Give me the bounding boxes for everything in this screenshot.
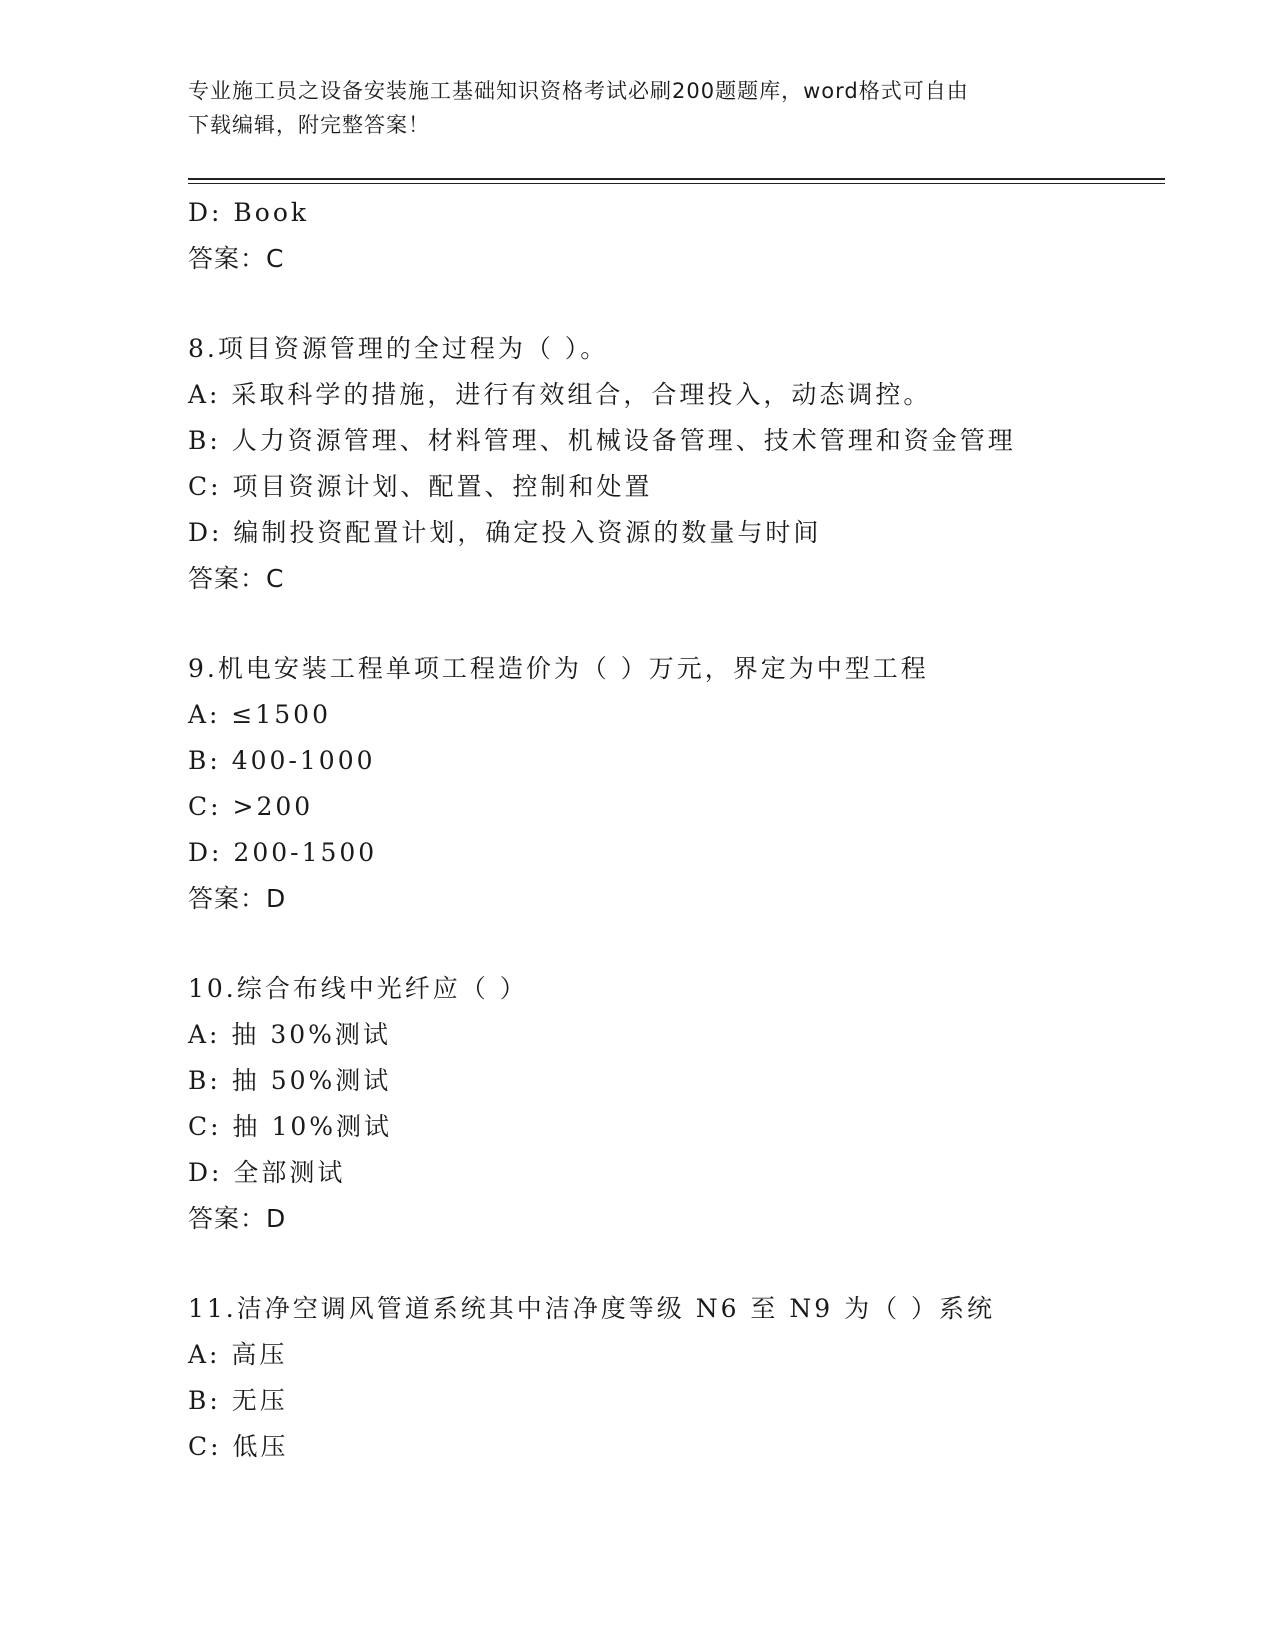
answer: 答案：D [188, 1204, 287, 1233]
question-stem: 9.机电安装工程单项工程造价为（ ）万元，界定为中型工程 [188, 654, 929, 683]
spacer [188, 282, 1165, 326]
option-c: C: 项目资源计划、配置、控制和处置 [188, 472, 653, 501]
answer: 答案：C [188, 244, 285, 273]
question-stem: 8.项目资源管理的全过程为（ ）。 [188, 334, 609, 363]
option-a: A: 高压 [188, 1340, 288, 1369]
spacer [188, 1242, 1165, 1286]
question-stem: 11.洁净空调风管道系统其中洁净度等级 N6 至 N9 为（ ）系统 [188, 1294, 996, 1323]
option-d: D: 200-1500 [188, 838, 378, 867]
spacer [188, 602, 1165, 646]
answer: 答案：C [188, 564, 285, 593]
question-list [188, 190, 1165, 1470]
question-10 [188, 966, 1165, 1242]
option-d: D: Book [188, 198, 310, 227]
header-divider [188, 178, 1165, 180]
header-divider-thin [188, 183, 1165, 184]
spacer [188, 922, 1165, 966]
header-line-2: 下载编辑，附完整答案！ [188, 113, 430, 137]
option-d: D: 全部测试 [188, 1158, 346, 1187]
option-c: C: >200 [188, 792, 314, 821]
option-b: B: 人力资源管理、材料管理、机械设备管理、技术管理和资金管理 [188, 426, 1016, 455]
question-stem: 10.综合布线中光纤应（ ） [188, 974, 528, 1003]
option-c: C: 抽 10%测试 [188, 1112, 393, 1141]
question-9 [188, 646, 1165, 922]
document-header [188, 74, 1088, 142]
question-7-tail [188, 190, 1165, 282]
option-a: A: ≤1500 [188, 700, 331, 729]
option-b: B: 抽 50%测试 [188, 1066, 392, 1095]
option-c: C: 低压 [188, 1432, 289, 1461]
question-8 [188, 326, 1165, 602]
answer: 答案：D [188, 884, 287, 913]
option-a: A: 采取科学的措施，进行有效组合，合理投入，动态调控。 [188, 380, 932, 409]
header-line-1: 专业施工员之设备安装施工基础知识资格考试必刷200题题库，word格式可自由 [188, 79, 969, 103]
option-b: B: 400-1000 [188, 746, 376, 775]
option-d: D: 编制投资配置计划，确定投入资源的数量与时间 [188, 518, 822, 547]
question-11 [188, 1286, 1165, 1470]
option-b: B: 无压 [188, 1386, 288, 1415]
option-a: A: 抽 30%测试 [188, 1020, 391, 1049]
